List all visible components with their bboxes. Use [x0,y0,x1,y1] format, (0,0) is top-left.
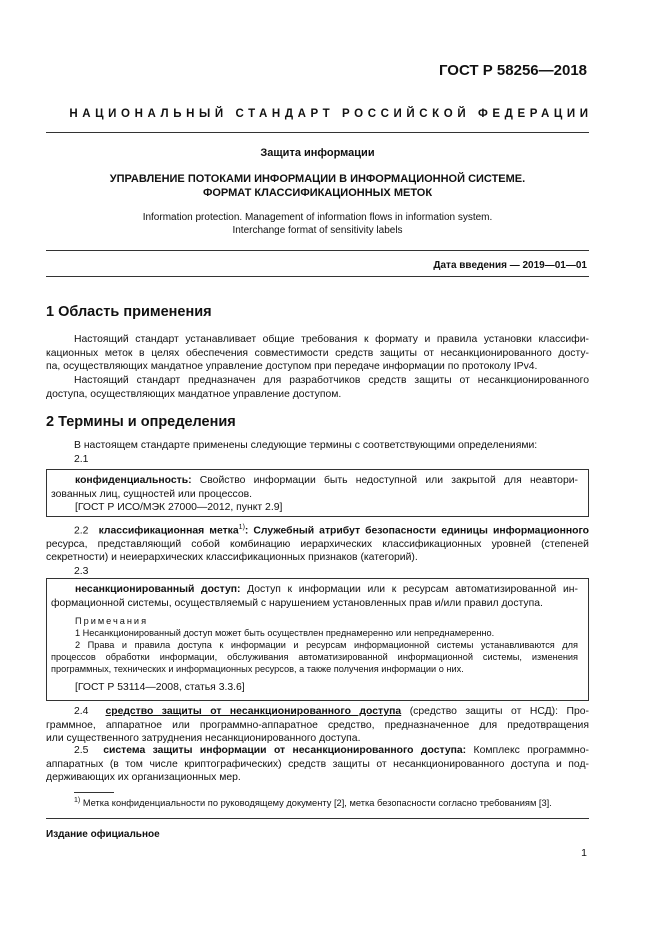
national-standard-heading: НАЦИОНАЛЬНЫЙ СТАНДАРТ РОССИЙСКОЙ ФЕДЕРАЦИИ [69,108,593,120]
note-2-line: программных, технических и информационных ресурсов, а также получения информации о них. [51,664,464,674]
term-definition: Свойство информации быть недоступной или закрытой для неавтори- [191,475,578,486]
text-line: держивающих их организационных мер. [46,772,241,783]
text-line: па, осуществляющих мандатное управление доступом при передаче информации по протоколу IPv4. [46,361,538,372]
term-2-2 [46,521,589,578]
term-number: 2.1 [74,453,89,465]
term-definition: (средство защиты от НСД): Про- [401,706,589,717]
section-2-heading: 2 Термины и определения [46,414,236,430]
note-1: 1 Несанкционированный доступ может быть осуществлен преднамеренно или непреднамеренно. [75,628,495,638]
term-reference: [ГОСТ Р 53114—2008, статья 3.3.6] [75,682,245,693]
document-topic: Защита информации [260,147,375,159]
text-line: Настоящий стандарт предназначен для разработчиков средств защиты от несанкционированного [74,375,589,386]
footnote-divider [74,792,114,793]
text-line: зованных лиц, сущностей или процессов. [51,488,253,500]
footer-divider [46,818,589,819]
section-1-heading: 1 Область применения [46,304,212,320]
text-line [51,474,578,488]
term-definition: : Служебный атрибут безопасности единицы информационного [244,525,590,537]
text-line [46,705,589,719]
term-reference: [ГОСТ Р ИСО/МЭК 27000—2012, пункт 2.9] [75,502,283,513]
text-line: или существенного затруднения несанкционированного доступа. [46,733,361,744]
term-2-4 [46,705,589,746]
term-confidentiality: конфиденциальность: [75,475,192,486]
title-line: ФОРМАТ КЛАССИФИКАЦИОННЫХ МЕТОК [202,187,433,199]
title-line: УПРАВЛЕНИЕ ПОТОКАМИ ИНФОРМАЦИИ В ИНФОРМАЦИОННОЙ СИСТЕМЕ. [109,173,526,185]
term-classification-label: классификационная метка [98,525,239,537]
header-divider [46,132,589,133]
term-2-1-box [46,469,589,517]
text-line [46,744,589,758]
official-edition-label: Издание официальное [46,829,160,840]
section-1-paragraph-1 [46,333,589,374]
title-en-line: Interchange format of sensitivity labels [232,225,403,236]
document-title [46,172,589,200]
document-title-english [46,211,589,237]
term-definition: Доступ к информации или к ресурсам автоматизированной ин- [240,584,578,595]
note-2-line: процессов обработки информации, обслуживания автоматизированной информационной системы, изменения [51,652,578,662]
text-line [51,583,578,597]
title-en-line: Information protection. Management of information flows in information system. [142,212,493,223]
footnote-text: Метка конфиденциальности по руководящему документу [2], метка безопасности согласно требованиям [3]. [80,798,552,809]
term-unauthorized-access: несанкционированный доступ: [75,584,241,595]
text-line: Настоящий стандарт устанавливает общие требования к формату и правила установки классифи- [74,334,589,345]
term-protection-system: система защиты информации от несанкционированного доступа: [103,745,467,756]
term-2-3-box [46,578,589,701]
text-line: кационных меток в целях обеспечения совместимости средств защиты от несанкционированного досту- [46,347,589,359]
footnote [74,797,590,808]
text-line: секретности) и неиерархических классификационных признаков (категорий). [46,552,418,564]
page-number: 1 [581,847,587,859]
term-number: 2.2 [74,525,89,537]
footnote-marker: 1) [238,524,245,531]
text-line: граммное, аппаратное или программно-аппаратное средство, предназначенное для предотвращения [46,719,589,731]
text-line: В настоящем стандарте применены следующие термины с соответствующими определениями: [74,440,538,451]
text-line: формационной системы, осуществляемый с нарушением установленных прав и/или правил доступа. [51,597,543,609]
introduction-date: Дата введения — 2019—01—01 [433,260,587,271]
term-number: 2.4 [74,706,89,717]
term-protection-tool: средство защиты от несанкционированного доступа [105,706,402,717]
notes-title: Примечания [75,616,149,626]
term-number: 2.5 [74,745,89,756]
section-1-paragraph-2 [46,374,589,401]
text-line: доступа, осуществляющих мандатное управление доступом. [46,388,342,400]
term-definition: Комплекс программно- [466,745,589,756]
text-line: аппаратных (в том числе криптографических) средств защиты от несанкционированного доступа и под- [46,758,589,770]
note-2-line: 2 Права и правила доступа к информации и ресурсам информационной системы устанавливаются для [75,640,578,650]
text-line: ресурса, представляющий собой комбинацию иерархических классификационных уровней (степеней [46,538,589,550]
text-line [46,521,589,538]
footnote-mark: 1) [74,797,81,804]
section-2-intro [46,439,589,466]
title-divider [46,250,589,251]
term-2-5 [46,744,589,785]
date-divider [46,276,589,277]
document-number: ГОСТ Р 58256—2018 [438,62,587,79]
notes [51,615,578,675]
term-number: 2.3 [74,565,89,577]
